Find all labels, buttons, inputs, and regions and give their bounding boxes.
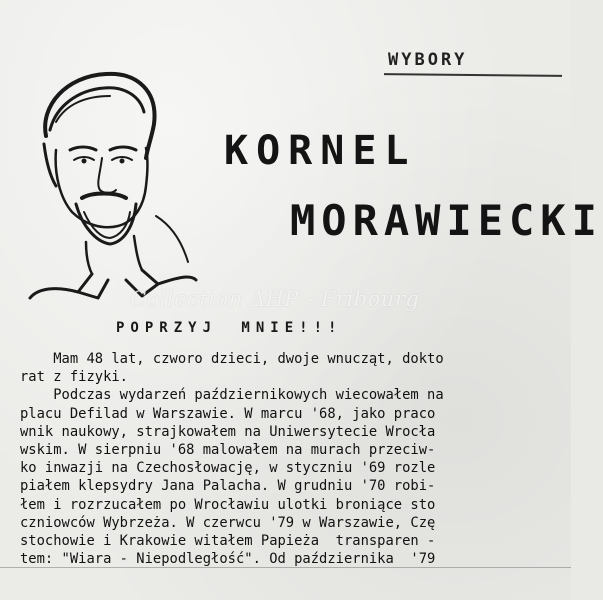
paper-fold-line bbox=[0, 567, 571, 568]
text-line: ko inwazji na Czechosłowację, w styczniu '69 rozle bbox=[20, 460, 436, 477]
section-tag: WYBORY bbox=[388, 50, 468, 70]
text-line: piałem klepsydry Jana Palacha. W grudniu '70 robi- bbox=[20, 478, 436, 495]
text-line: Mam 48 lat, czworo dzieci, dwoje wnucząt, dokto bbox=[20, 351, 444, 367]
text-line: Podczas wydarzeń październikowych wiecowałem na bbox=[20, 387, 444, 404]
text-line: rat z fizyki. bbox=[20, 369, 128, 386]
text-line: stochowie i Krakowie witałem Papieża transparen - bbox=[20, 533, 436, 550]
text-line: łem i rozrzucałem po Wrocławiu ulotki broniące sto bbox=[20, 496, 436, 513]
text-line: wnik naukowy, strajkowałem na Uniwersytecie Wrocła bbox=[20, 423, 436, 440]
text-line: tem: "Wiara - Niepodległość". Od października '79 bbox=[20, 551, 436, 568]
text-line: czniowców Wybrzeża. W czerwcu '79 w Warszawie, Czę bbox=[20, 514, 436, 531]
text-line: placu Defilad w Warszawie. W marcu '68, jako praco bbox=[20, 405, 436, 422]
portrait-sketch-icon bbox=[26, 66, 198, 302]
collection-watermark: Collection AHP - Fribourg bbox=[130, 287, 420, 311]
slogan-heading: POPRZYJ MNIE!!! bbox=[116, 320, 343, 336]
candidate-last-name: MORAWIECKI bbox=[290, 196, 603, 245]
text-line: wskim. W sierpniu '68 malowałem na murach przeciw- bbox=[20, 442, 436, 459]
section-underline bbox=[384, 73, 562, 77]
biography-text bbox=[20, 350, 565, 568]
candidate-first-name: KORNEL bbox=[224, 128, 417, 174]
